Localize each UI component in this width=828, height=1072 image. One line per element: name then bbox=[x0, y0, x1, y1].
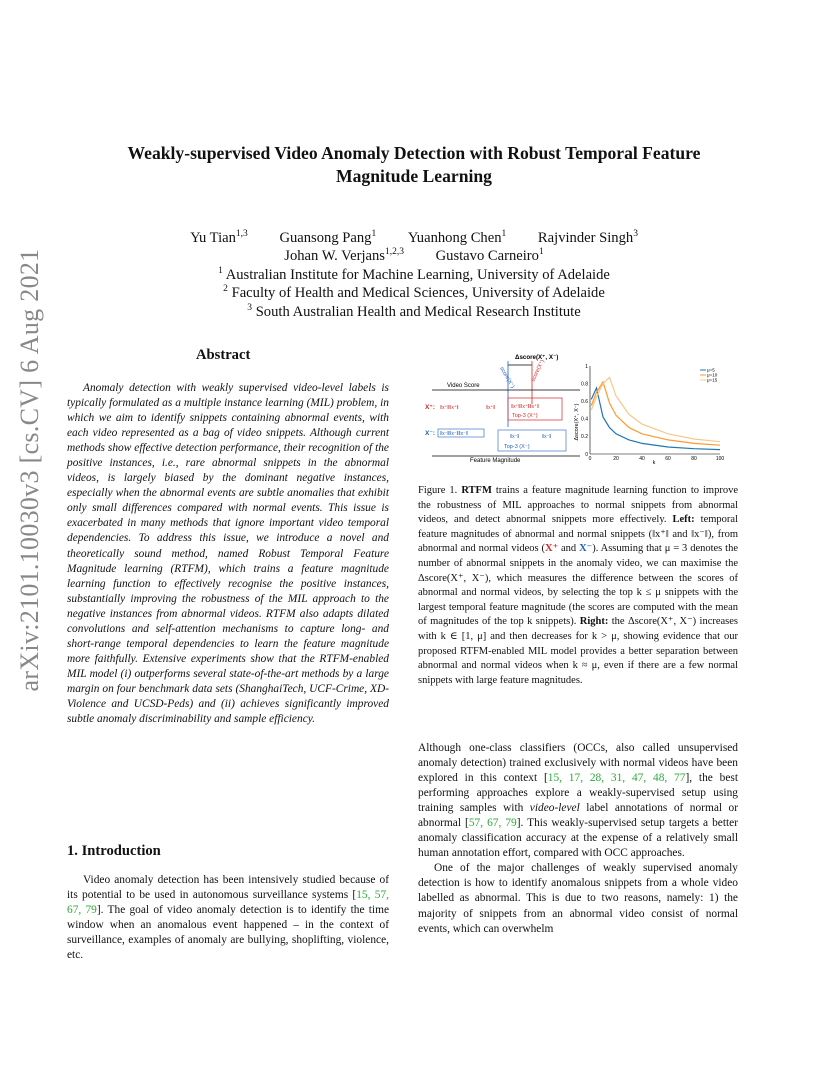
x-tick-label: 60 bbox=[665, 456, 671, 462]
chart-xlabel: k bbox=[652, 460, 656, 466]
author: Yu Tian$^{1,3}$ bbox=[190, 229, 248, 246]
title-line-1: Weakly-supervised Video Anomaly Detection with Robust Temporal Feature bbox=[127, 143, 701, 163]
y-tick-label: 0.6 bbox=[581, 399, 588, 405]
score-neg-label: score(X⁻) bbox=[498, 366, 516, 390]
neg-snippets-c: ‖x⁻‖ bbox=[542, 434, 552, 440]
x-neg-label: X⁻: bbox=[425, 430, 435, 437]
figure-svg bbox=[420, 352, 740, 470]
y-tick-label: 1 bbox=[585, 363, 588, 370]
series-line-3 bbox=[591, 377, 720, 441]
legend-label: μ=10 bbox=[707, 372, 718, 378]
legend-label: μ=5 bbox=[707, 367, 715, 373]
feature-magnitude-diagram bbox=[425, 354, 580, 464]
x-pos-label: X⁺: bbox=[425, 404, 435, 411]
x-tick-label: 100 bbox=[715, 456, 725, 462]
affiliation-1: $^1$ Australian Institute for Machine Learning, University of Adelaide bbox=[218, 266, 610, 283]
paragraph: Although one-class classifiers (OCCs, also called unsupervised anomaly detection) trained exclusively with normal videos have been explored in this context [15, 17, 28, 31, 47, 48, 77], the best performing approaches explore a weakly-supervised setup using training samples with video-level label annotations of normal or abnormal [57, 67, 79]. This weakly-supervised setup targets a better anomaly classification accuracy at the expense of a relatively small human annotation effort, compared with OCC approaches. bbox=[418, 742, 739, 860]
introduction-heading: 1. Introduction bbox=[67, 843, 161, 859]
y-tick-label: 0.8 bbox=[581, 381, 588, 388]
neg-snippets-a: ‖x⁻‖‖x⁻‖‖x⁻‖ bbox=[440, 431, 468, 437]
author: Yuanhong Chen$^1$ bbox=[407, 229, 507, 246]
neg-snippets-b: ‖x⁻‖ bbox=[510, 434, 520, 440]
pos-snippets-b: ‖x⁺‖ bbox=[486, 405, 496, 411]
citation-link[interactable]: 15, 57, 67, 79 bbox=[67, 889, 389, 917]
x-tick-label: 0 bbox=[588, 456, 592, 462]
paper-title bbox=[60, 142, 768, 188]
author: Gustavo Carneiro$^1$ bbox=[435, 247, 544, 264]
score-pos-label: score(X⁺) bbox=[530, 358, 546, 383]
author: Guansong Pang$^1$ bbox=[279, 229, 377, 246]
top3-pos-label: Top-3 (X⁺) bbox=[512, 413, 538, 419]
x-tick-label: 20 bbox=[613, 456, 619, 462]
series-line-1 bbox=[591, 388, 720, 450]
x-tick-label: 40 bbox=[639, 456, 645, 462]
video-score-label: Video Score bbox=[447, 383, 480, 389]
abstract-body: Anomaly detection with weakly supervised video-level labels is typically formulated as a multiple instance learning (MIL) problem, in which we aim to identify snippets containing abnormal events, with each video represented as a bag of video snippets. Although current methods show effective detection performance, their recognition of the positive instances, i.e., rare abnormal snippets in the abnormal videos, is largely biased by the dominant negative instances, especially when the abnormal events are subtle anomalies that exhibit only small differences compared with normal events. This issue is exacerbated in many methods that ignore important video temporal dependencies. To address this issue, we introduce a novel and theoretically sound method, named Robust Temporal Feature Magnitude learning (RTFM), which trains a feature magnitude learning function to effectively recognise the positive instances, substantially improving the robustness of the MIL approach to the negative instances from abnormal videos. RTFM also adapts dilated convolutions and self-attention mechanisms to capture long- and short-range temporal dependencies to learn the feature magnitude more faithfully. Extensive experiments show that the RTFM-enabled MIL model (i) outperforms several state-of-the-art methods by a large margin on four benchmark data sets (ShanghaiTech, UCF-Crime, XD-Violence and UCSD-Peds) and (ii) achieves significantly improved subtle anomaly discriminability and sample efficiency. bbox=[67, 382, 389, 726]
feature-magnitude-label: Feature Magnitude bbox=[470, 458, 521, 464]
arxiv-identifier bbox=[0, 0, 60, 1072]
paragraph: One of the major challenges of weakly supervised anomaly detection is how to identify anomalous snippets from a whole video labelled as abnormal. This is due to two reasons, namely: 1) the majority of snippets from an abnormal video consist of normal events, which can overwhelm bbox=[418, 862, 738, 935]
delta-score-chart bbox=[573, 364, 724, 466]
legend-label: μ=15 bbox=[707, 377, 718, 383]
figure-1 bbox=[420, 352, 740, 470]
delta-score-label: Δscore(X⁺, X⁻) bbox=[515, 354, 559, 361]
pos-snippets-c: ‖x⁺‖‖x⁺‖‖x⁺‖ bbox=[511, 404, 539, 410]
chart-ylabel: Δscore(X⁺, X⁻) bbox=[574, 403, 580, 441]
x-tick-label: 80 bbox=[691, 456, 697, 462]
series-line-2 bbox=[591, 382, 720, 445]
introduction-body: Video anomaly detection has been intensively studied because of its potential to be used in autonomous surveillance systems [15, 57, 67, 79]. The goal of video anomaly detection is to identify the time window when an anomalous event happened – in the context of surveillance, examples of anomaly are bullying, shoplifting, violence, etc. bbox=[67, 874, 390, 962]
citation-link[interactable]: 15, 17, 28, 31, 47, 48, 77 bbox=[547, 772, 686, 785]
arxiv-id-text: arXiv:2101.10030v3 [cs.CV] 6 Aug 2021 bbox=[15, 248, 44, 692]
top3-neg-label: Top-3 (X⁻) bbox=[504, 444, 530, 450]
affiliation-3: $^3$ South Australian Health and Medical Research Institute bbox=[247, 303, 581, 320]
abstract-heading: Abstract bbox=[196, 347, 251, 363]
affiliation-2: $^2$ Faculty of Health and Medical Sciences, University of Adelaide bbox=[223, 284, 605, 301]
citation-link[interactable]: 57, 67, 79 bbox=[468, 817, 517, 830]
right-column-body bbox=[418, 741, 738, 937]
author: Rajvinder Singh$^3$ bbox=[537, 229, 638, 246]
title-line-2: Magnitude Learning bbox=[336, 166, 492, 186]
y-tick-label: 0.2 bbox=[581, 434, 588, 441]
author: Johan W. Verjans$^{1,2,3}$ bbox=[284, 247, 404, 264]
pos-snippets-a: ‖x⁺‖‖x⁺‖ bbox=[440, 405, 459, 411]
y-tick-label: 0 bbox=[585, 451, 588, 458]
figure-caption: Figure 1. RTFM trains a feature magnitude learning function to improve the robustness of MIL approaches to normal snippets from abnormal videos, and detect abnormal snippets more effectively. Left: temporal feature magnitudes of abnormal and normal snippets (‖x⁺‖ and ‖x⁻‖), from abnormal and normal videos (X⁺ and X⁻). Assuming that μ = 3 denotes the number of abnormal snippets in the anomaly video, we can maximise the Δscore(X⁺, X⁻), which measures the difference between the scores of abnormal and normal videos, by selecting the top k ≤ μ snippets with the largest temporal feature magnitude (the scores are computed with the mean of magnitudes of the top k snippets). Right: the Δscore(X⁺, X⁻) increases with k ∈ [1, μ] and then decreases for k > μ, showing evidence that our proposed RTFM-enabled MIL model provides a better separation between abnormal and normal videos when k ≈ μ, even if there are a few normal snippets with large feature magnitudes. bbox=[418, 485, 738, 686]
y-tick-label: 0.4 bbox=[581, 416, 588, 423]
